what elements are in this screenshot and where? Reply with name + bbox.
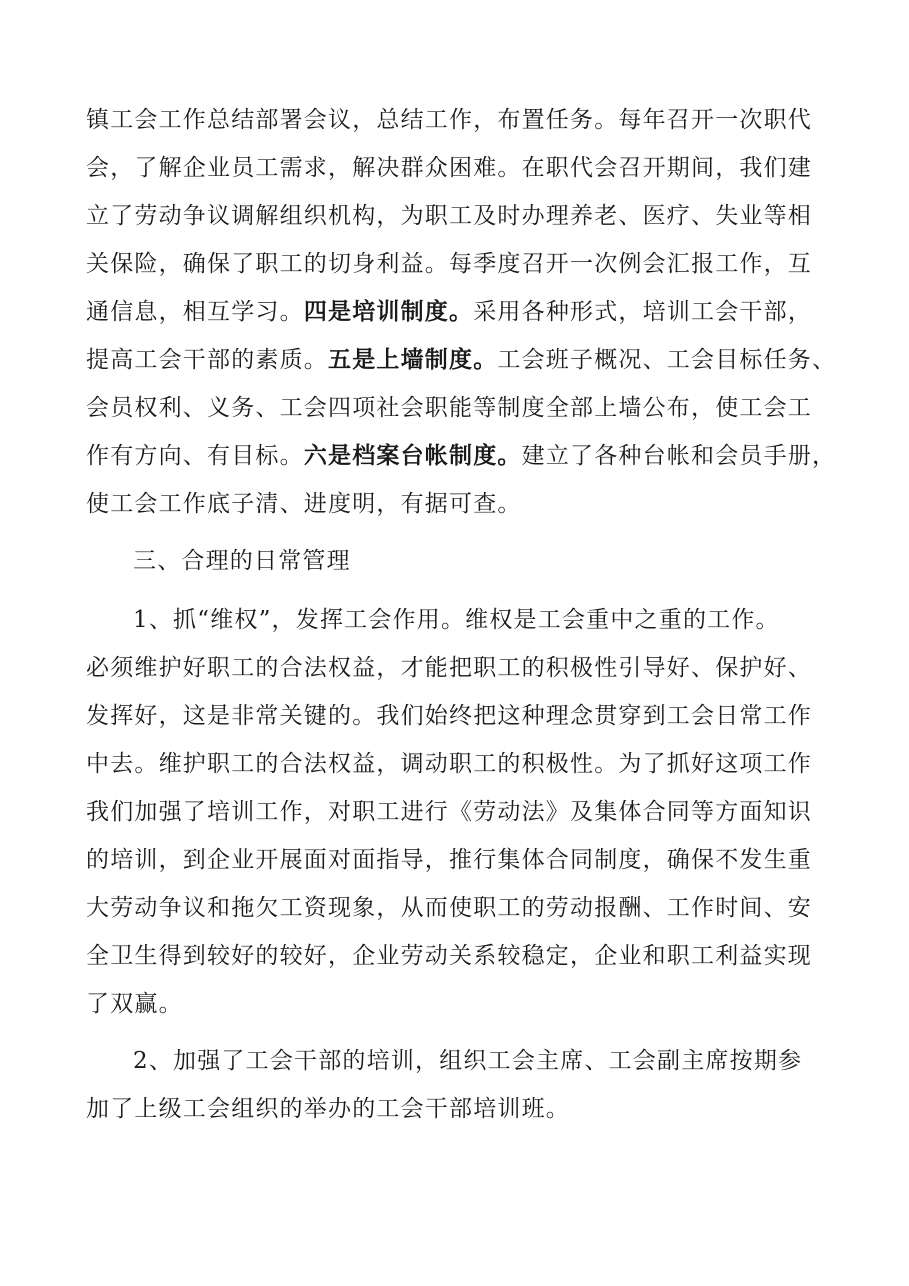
text-line: 中去。维护职工的合法权益，调动职工的积极性。为了抓好这项工作 xyxy=(86,751,812,777)
text-line: 大劳动争议和拖欠工资现象，从而使职工的劳动报酬、工作时间、安 xyxy=(86,895,812,921)
text-line: 2、加强了工会干部的培训，组织工会主席、工会副主席按期参 xyxy=(133,1048,803,1074)
text-line: 发挥好，这是非常关键的。我们始终把这种理念贯穿到工会日常工作 xyxy=(86,703,812,729)
text-span: 采用各种形式，培训工会干部， xyxy=(473,299,813,325)
text-line: 了双赢。 xyxy=(86,991,183,1017)
text-line: 必须维护好职工的合法权益，才能把职工的积极性引导好、保护好、 xyxy=(86,655,812,681)
text-line: 使工会工作底子清、进度明，有据可查。 xyxy=(86,491,522,517)
bold-heading-training-system: 四是培训制度。 xyxy=(303,299,474,325)
text-line: 关保险，确保了职工的切身利益。每季度召开一次例会汇报工作，互 xyxy=(86,251,812,277)
text-span: 提高工会干部的素质。 xyxy=(86,347,328,373)
text-line: 立了劳动争议调解组织机构，为职工及时办理养老、医疗、失业等相 xyxy=(86,203,812,229)
text-span: 建立了各种台帐和会员手册， xyxy=(521,443,837,469)
text-line: 全卫生得到较好的较好，企业劳动关系较稳定，企业和职工利益实现 xyxy=(86,943,812,969)
text-line: 我们加强了培训工作，对职工进行《劳动法》及集体合同等方面知识 xyxy=(86,799,812,825)
text-line: 镇工会工作总结部署会议，总结工作，布置任务。每年召开一次职代 xyxy=(86,107,812,133)
section-heading: 三、合理的日常管理 xyxy=(133,548,351,574)
text-line: 的培训，到企业开展面对面指导，推行集体合同制度，确保不发生重 xyxy=(86,847,812,873)
text-span: 通信息，相互学习。 xyxy=(86,299,304,325)
bold-heading-wall-system: 五是上墙制度。 xyxy=(328,347,498,373)
text-line: 会员权利、义务、工会四项社会职能等制度全部上墙公布，使工会工 xyxy=(86,395,812,421)
text-line xyxy=(86,441,836,471)
text-span: 作有方向、有目标。 xyxy=(86,443,304,469)
text-line xyxy=(86,297,812,327)
text-line: 加了上级工会组织的举办的工会干部培训班。 xyxy=(86,1096,570,1122)
text-span: 工会班子概况、工会目标任务、 xyxy=(497,347,837,373)
text-line xyxy=(86,345,836,375)
text-line: 会，了解企业员工需求，解决群众困难。在职代会召开期间，我们建 xyxy=(86,155,812,181)
text-line: 1、抓“维权”，发挥工会作用。维权是工会重中之重的工作。 xyxy=(133,607,780,633)
bold-heading-archive-system: 六是档案台帐制度。 xyxy=(303,443,522,469)
